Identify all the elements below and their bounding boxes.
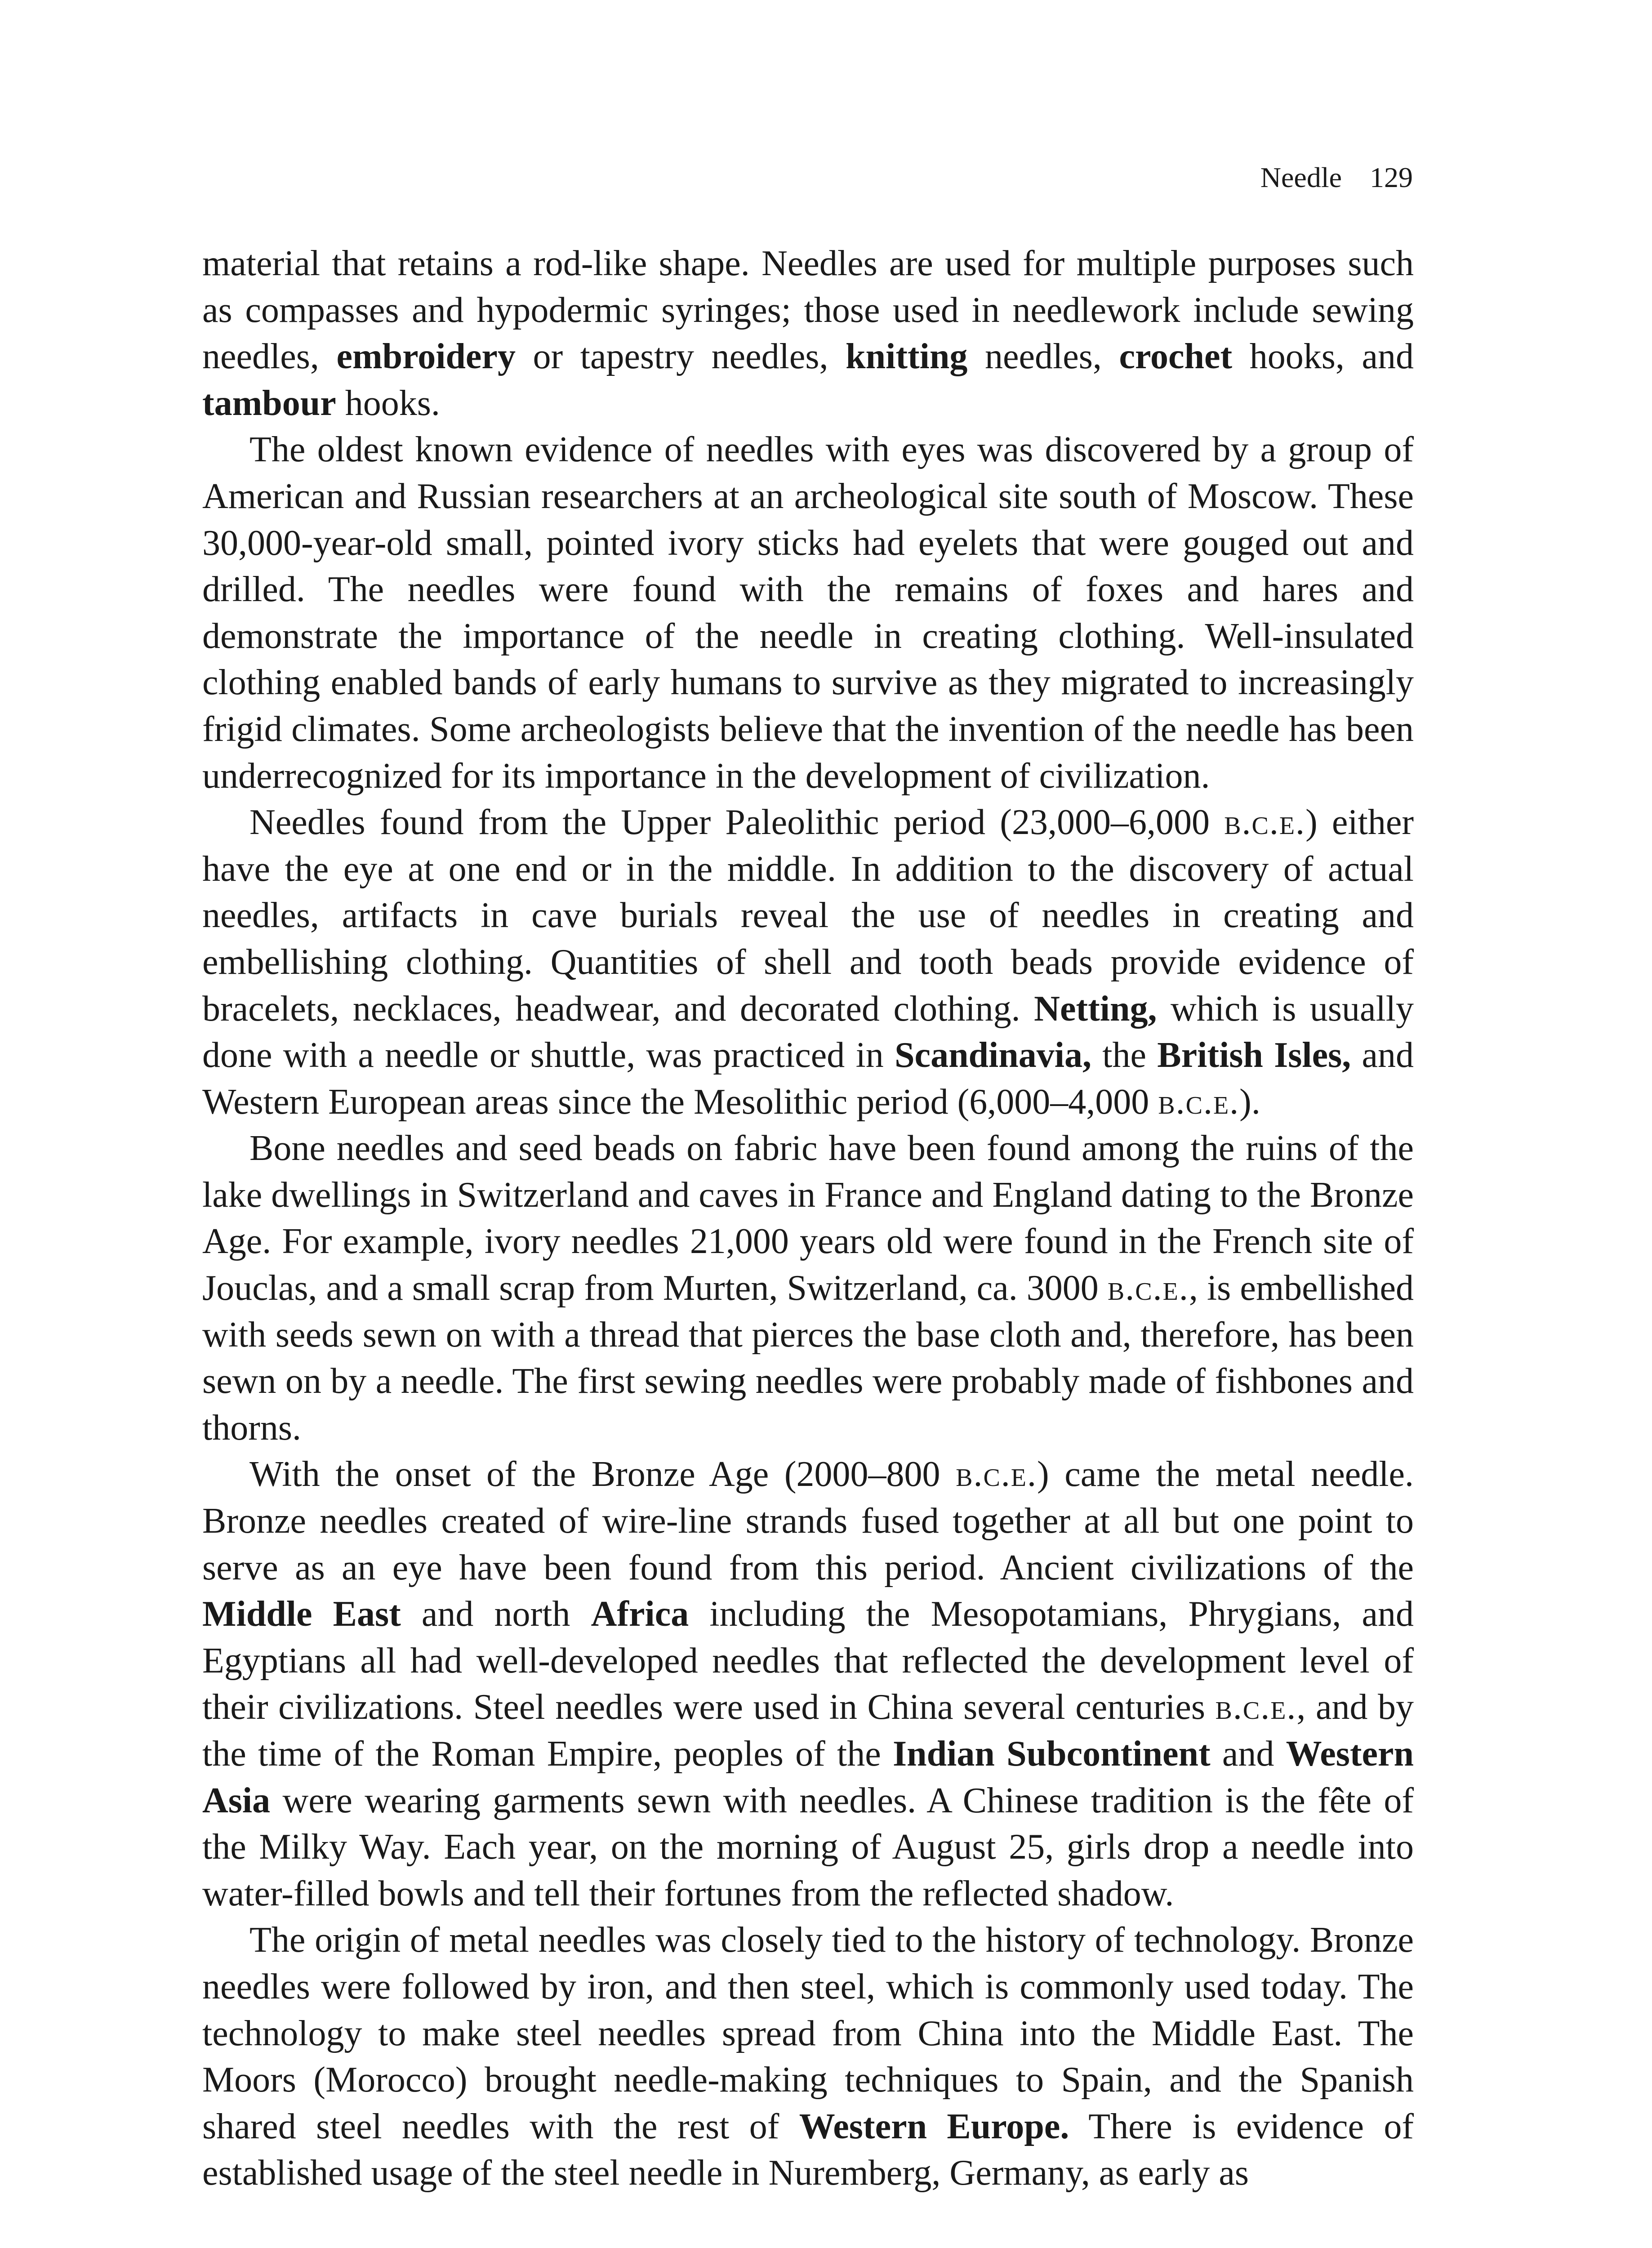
cross-reference: Western Europe. bbox=[799, 2106, 1069, 2146]
cross-reference: Netting, bbox=[1034, 989, 1157, 1029]
text-run: The origin of metal needles was closely tied to the history of technology. Bronze needles were followed by iron, and then steel, which is commonly used today. The technology to make steel needles spread from China into the Middle East. The Moors (Morocco) brought needle-making techniques to Spain, and the Spanish shared steel needles with the rest of bbox=[202, 1920, 1414, 2146]
paragraph-6 bbox=[202, 1917, 1414, 2197]
text-run: ). bbox=[1239, 1082, 1260, 1122]
text-run: There is evidence of established usage of the steel needle in Nuremberg, Germany, as early as bbox=[202, 2106, 1414, 2193]
era-abbreviation: b.c.e. bbox=[956, 1454, 1038, 1494]
paragraph-1 bbox=[202, 241, 1414, 427]
text-run: and north bbox=[401, 1594, 591, 1634]
cross-reference: Africa bbox=[591, 1594, 689, 1634]
text-run: With the onset of the Bronze Age (2000–800 bbox=[249, 1454, 956, 1494]
paragraph-4 bbox=[202, 1125, 1414, 1451]
text-run: were wearing garments sewn with needles. A Chinese tradition is the fête of the Milky Way. Each year, on the morning of August 25, girls drop a needle into water-filled bowls and tell their fortunes from the reflected shadow. bbox=[202, 1780, 1414, 1913]
cross-reference: knitting bbox=[846, 337, 968, 377]
cross-reference: Middle East bbox=[202, 1594, 401, 1634]
cross-reference: Western Asia bbox=[202, 1734, 1414, 1820]
era-abbreviation: b.c.e. bbox=[1224, 803, 1306, 843]
text-run: , is embellished with seeds sewn on with a thread that pierces the base cloth and, therefore, has been sewn on by a needle. The first sewing needles were probably made of fishbones and thorns. bbox=[202, 1268, 1414, 1448]
text-run: ) came the metal needle. Bronze needles created of wire-line strands fused together at all but one point to serve as an eye have been found from this period. Ancient civilizations of the bbox=[202, 1454, 1414, 1588]
text-run: and bbox=[1210, 1734, 1286, 1774]
running-title: Needle bbox=[1260, 161, 1342, 193]
text-run: or tapestry needles, bbox=[515, 337, 846, 377]
text-run: hooks. bbox=[336, 383, 440, 423]
era-abbreviation: b.c.e. bbox=[1107, 1268, 1189, 1308]
cross-reference: Indian Subcontinent bbox=[893, 1734, 1211, 1774]
cross-reference: tambour bbox=[202, 383, 336, 423]
body-text bbox=[202, 241, 1414, 2197]
text-run: the bbox=[1091, 1035, 1158, 1075]
running-head bbox=[1260, 160, 1413, 196]
text-run: and Western European areas since the Mesolithic period (6,000–4,000 bbox=[202, 1035, 1414, 1122]
text-run: which is usually done with a needle or shuttle, was practiced in bbox=[202, 989, 1414, 1075]
paragraph-2 bbox=[202, 427, 1414, 799]
text-run: Bone needles and seed beads on fabric have been found among the ruins of the lake dwellings in Switzerland and caves in France and England dating to the Bronze Age. For example, ivory needles 21,000 years old were found in the French site of Jouclas, and a small scrap from Murten, Switzerland, ca. 3000 bbox=[202, 1128, 1414, 1308]
page-number: 129 bbox=[1370, 161, 1413, 193]
era-abbreviation: b.c.e. bbox=[1215, 1687, 1297, 1727]
era-abbreviation: b.c.e. bbox=[1158, 1082, 1240, 1122]
paragraph-5 bbox=[202, 1451, 1414, 1917]
cross-reference: crochet bbox=[1119, 337, 1233, 377]
text-run: needles, bbox=[967, 337, 1119, 377]
text-run: including the Mesopotamians, Phrygians, and Egyptians all had well-developed needles that reflected the development level of their civilizations. Steel needles were used in China several centuries bbox=[202, 1594, 1414, 1727]
text-run: material that retains a rod-like shape. Needles are used for multiple purposes such as compasses and hypodermic syringes; those used in needlework include sewing needles, bbox=[202, 244, 1414, 377]
text-run: hooks, and bbox=[1232, 337, 1414, 377]
cross-reference: Scandinavia, bbox=[895, 1035, 1091, 1075]
text-run: ) either have the eye at one end or in the middle. In addition to the discovery of actual needles, artifacts in cave burials reveal the use of needles in creating and embellishing clothing. Quantities of shell and tooth beads provide evidence of bracelets, necklaces, headwear, and decorated clothing. bbox=[202, 803, 1414, 1029]
text-run: The oldest known evidence of needles with eyes was discovered by a group of American and Russian researchers at an archeological site south of Moscow. These 30,000-year-old small, pointed ivory sticks had eyelets that were gouged out and drilled. The needles were found with the remains of foxes and hares and demonstrate the importance of the needle in creating clothing. Well-insulated clothing enabled bands of early humans to survive as they migrated to increasingly frigid climates. Some archeologists believe that the invention of the needle has been underrecognized for its importance in the development of civilization. bbox=[202, 430, 1414, 796]
text-run: Needles found from the Upper Paleolithic period (23,000–6,000 bbox=[249, 803, 1225, 843]
cross-reference: embroidery bbox=[336, 337, 516, 377]
paragraph-3 bbox=[202, 799, 1414, 1125]
cross-reference: British Isles, bbox=[1157, 1035, 1351, 1075]
text-run: , and by the time of the Roman Empire, peoples of the bbox=[202, 1687, 1414, 1774]
